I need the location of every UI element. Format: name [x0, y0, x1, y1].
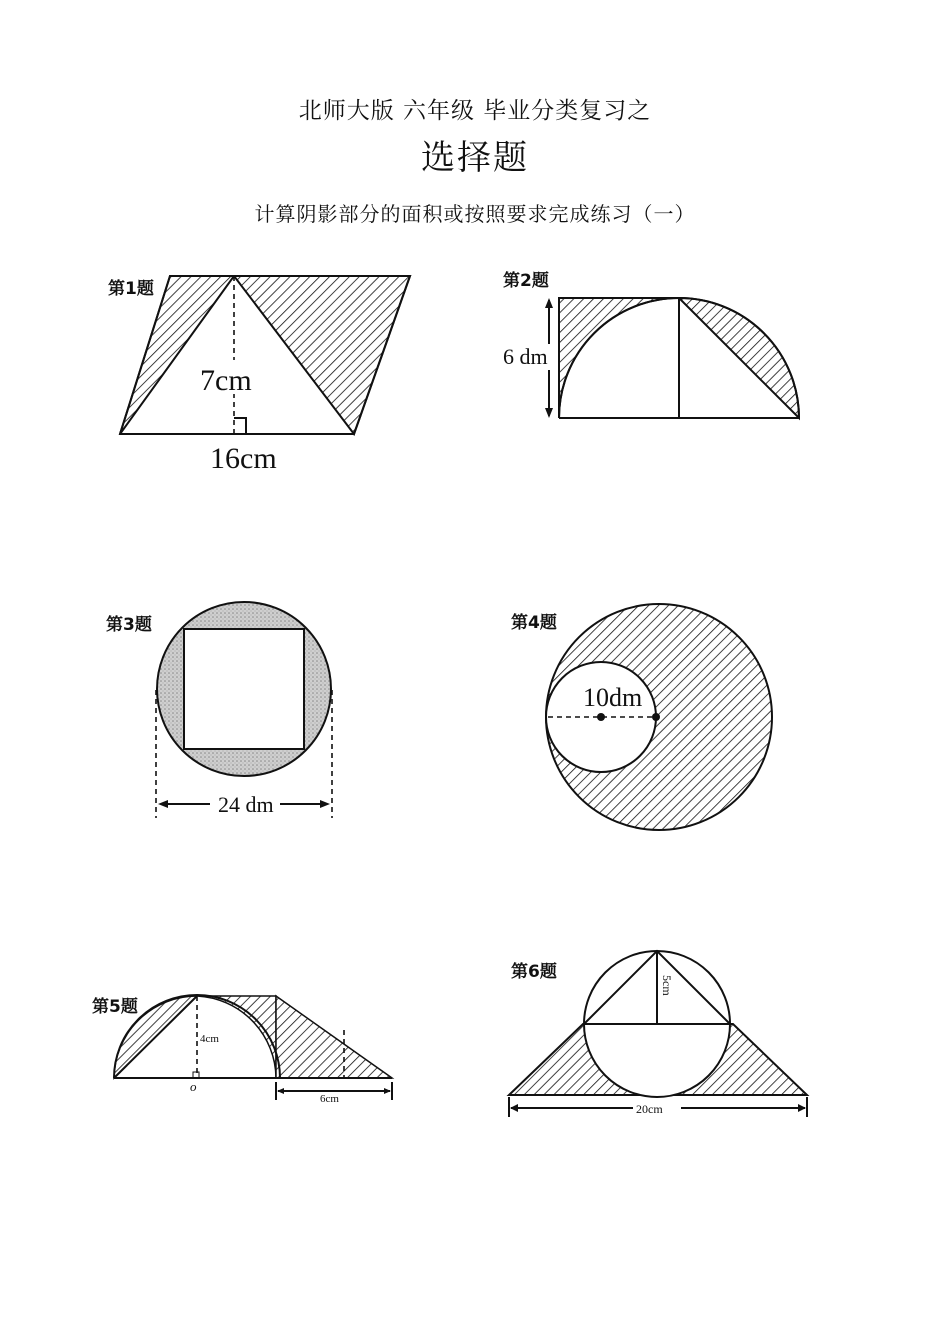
figure-problem-1: [100, 268, 430, 483]
shaded-region: [120, 276, 234, 434]
center-label: o: [190, 1079, 197, 1094]
base-label: 20cm: [636, 1102, 663, 1116]
page-subtitle: 计算阴影部分的面积或按照要求完成练习（一）: [254, 202, 696, 226]
shaded-region: [559, 298, 679, 418]
problem-4-label: 第4题: [511, 613, 557, 633]
document-heading: 北师大版 六年级 毕业分类复习之: [298, 98, 652, 124]
shaded-region: [276, 996, 392, 1078]
height-label: 4cm: [200, 1033, 219, 1045]
figure-problem-5: [88, 990, 408, 1105]
problem-1-label: 第1题: [108, 279, 154, 299]
height-label: 6 dm: [503, 344, 548, 369]
problem-6-label: 第6题: [511, 962, 557, 982]
base-label: 16cm: [210, 442, 277, 475]
shaded-region: [679, 298, 799, 418]
height-label: 7cm: [200, 364, 252, 397]
inner-square: [184, 629, 304, 749]
problem-3-label: 第3题: [106, 615, 152, 635]
problem-5-label: 第5题: [92, 997, 138, 1017]
shaded-region: [234, 276, 410, 434]
problem-2-label: 第2题: [503, 271, 549, 291]
figure-problem-2: [495, 268, 815, 428]
diameter-label: 10dm: [583, 683, 643, 712]
figure-problem-3: [100, 600, 350, 825]
radius-label: 5cm: [660, 975, 674, 996]
figure-problem-6: [505, 945, 810, 1125]
length-label: 6cm: [320, 1093, 339, 1105]
page-title: 选择题: [421, 138, 529, 178]
width-label: 24 dm: [218, 792, 274, 817]
figure-problem-4: [505, 600, 780, 835]
